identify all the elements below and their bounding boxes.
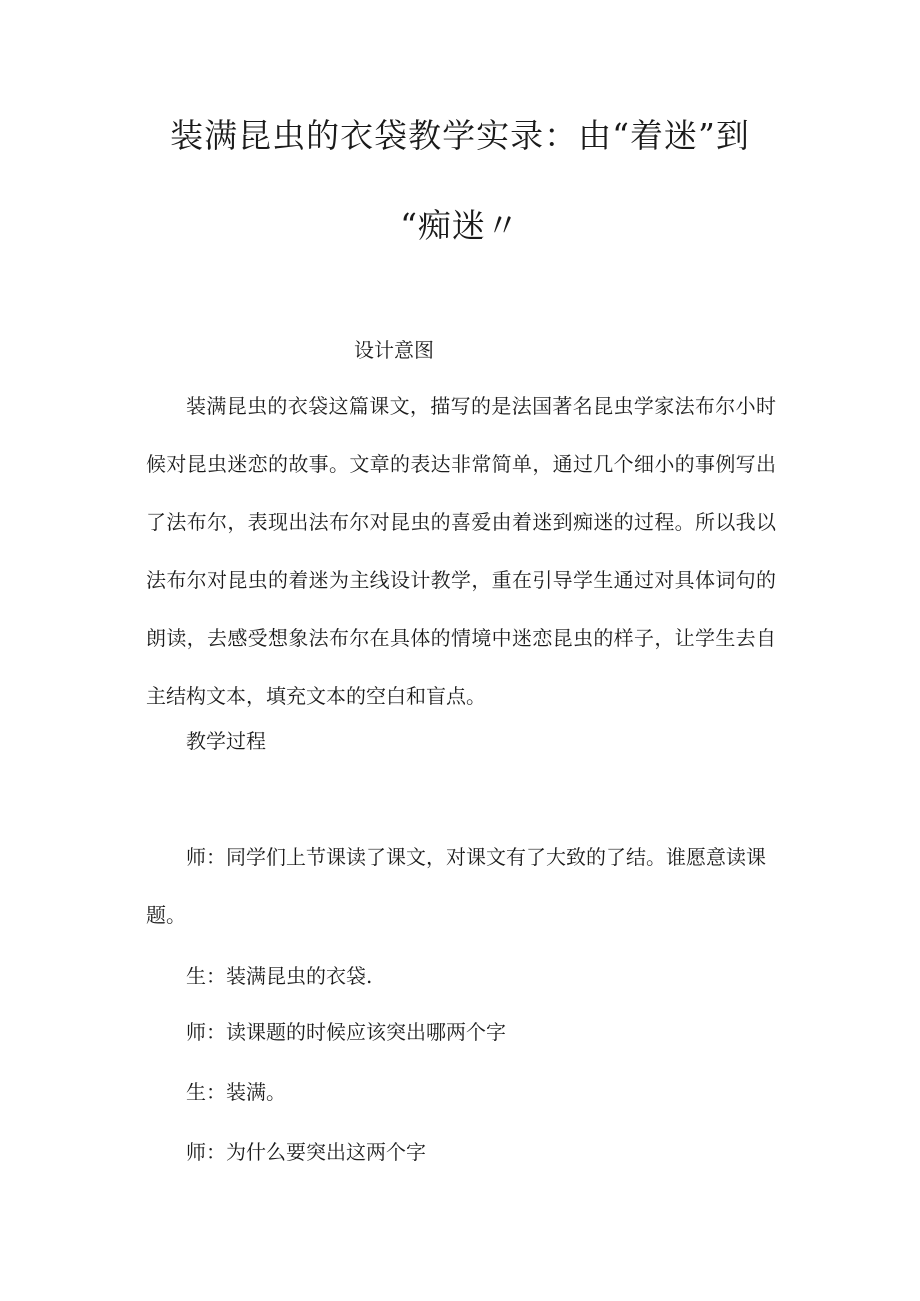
design-intent-heading: 设计意图 bbox=[354, 338, 434, 362]
dialogue-line: 师：读课题的时候应该突出哪两个字 bbox=[186, 1020, 506, 1044]
dialogue-line: 生：装满昆虫的衣袋. bbox=[186, 964, 373, 988]
document-title-line-1: 装满昆虫的衣袋教学实录：由“着迷”到 bbox=[170, 116, 750, 155]
dialogue-line: 师：同学们上节课读了课文，对课文有了大致的了结。谁愿意读课题。 bbox=[146, 845, 766, 927]
document-title-line-2: “痴迷〃 bbox=[400, 206, 520, 245]
teaching-process-heading: 教学过程 bbox=[186, 729, 266, 753]
intro-paragraph: 装满昆虫的衣袋这篇课文，描写的是法国著名昆虫学家法布尔小时候对昆虫迷恋的故事。文章的表达非常简单，通过几个细小的事例写出了法布尔，表现出法布尔对昆虫的喜爱由着迷到痴迷的过程。所以我以法布尔对昆虫的着迷为主线设计教学，重在引导学生通过对具体词句的朗读，去感受想象法布尔在具体的情境中迷恋昆虫的样子，让学生去自主结构文本，填充文本的空白和盲点。 bbox=[146, 394, 776, 708]
dialogue-line: 生：装满。 bbox=[186, 1080, 286, 1104]
dialogue-line: 师：为什么要突出这两个字 bbox=[186, 1140, 426, 1164]
